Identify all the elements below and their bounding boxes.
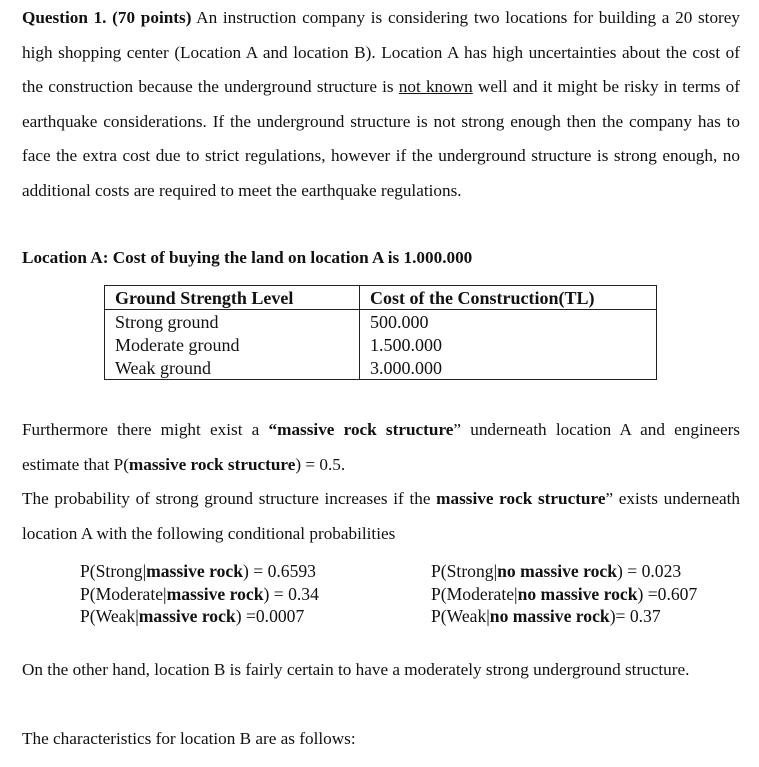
question-intro: [22, 1, 740, 209]
prob-value: ) = 0.34: [263, 583, 319, 604]
table-row: [105, 333, 657, 356]
cost-table-header-ground: Ground Strength Level: [105, 286, 360, 310]
prob-prefix: P(Weak|: [431, 606, 490, 627]
massive-rock-bold-2: massive rock structure: [128, 454, 296, 474]
conditional-probs-massive-rock: [80, 560, 319, 628]
table-cell-cost: 1.500.000: [360, 333, 657, 356]
prob-prefix: P(Moderate|: [431, 583, 518, 604]
prob-line: [431, 583, 697, 606]
prob-line: [431, 605, 697, 628]
probability-text-1: The probability of strong ground structure increases if the: [22, 489, 437, 508]
question-intro-text-1: An instruction company is considering two locations for building a 20 storey high shopping center (Location A and location B). Location A has high uncertainties about the cost of the construction because the underground structure is: [22, 8, 741, 97]
massive-rock-bold-1: “massive rock structure: [268, 420, 454, 439]
prob-line: [80, 605, 319, 628]
location-a-heading: Location A: Cost of buying the land on location A is 1.000.000: [22, 248, 473, 267]
prob-condition: no massive rock: [489, 606, 610, 627]
cost-table-header-cost: Cost of the Construction(TL): [360, 286, 657, 310]
prob-condition: massive rock: [138, 606, 236, 627]
table-cell-cost: 500.000: [360, 310, 657, 334]
location-b-paragraph: On the other hand, location B is fairly certain to have a moderately strong underground structure.: [22, 660, 690, 679]
probability-bold: massive rock structure: [436, 489, 606, 508]
prob-condition: no massive rock: [517, 583, 638, 604]
prob-prefix: P(Strong|: [80, 561, 147, 581]
question-intro-text-2: well and it might be risky in terms of earthquake considerations. If the underground structure is not strong enough then the company has to face the extra cost due to strict regulations, however if the underground structure is strong enough, no additional costs are required to meet the earthquake regulations.: [22, 77, 740, 200]
prob-condition: massive rock: [146, 561, 244, 581]
prob-prefix: P(Weak|: [80, 606, 139, 627]
probability-paragraph: [22, 482, 740, 551]
massive-rock-text-1: Furthermore there might exist a: [22, 420, 269, 439]
question-title: Question 1. (70 points): [22, 8, 192, 27]
prob-line: [80, 560, 319, 583]
cost-table-header-row: [105, 286, 657, 310]
prob-prefix: P(Strong|: [431, 561, 498, 581]
prob-value: ) = 0.6593: [243, 561, 316, 581]
massive-rock-text-3: ) = 0.5.: [295, 454, 346, 474]
prob-condition: massive rock: [166, 583, 264, 604]
prob-prefix: P(Moderate|: [80, 583, 167, 604]
prob-line: [80, 583, 319, 606]
prob-condition: no massive rock: [497, 561, 617, 581]
massive-rock-text-2: ” underneath location A and engineers estimate that P(: [22, 420, 740, 474]
prob-value: ) =0.607: [637, 583, 698, 604]
prob-line: [431, 560, 697, 583]
prob-value: )= 0.37: [609, 606, 661, 627]
probability-text-2: ” exists underneath location A with the following conditional probabilities: [22, 489, 741, 543]
table-row: [105, 356, 657, 380]
cost-table: [104, 285, 657, 380]
prob-value: ) =0.0007: [235, 606, 305, 627]
table-cell-ground: Strong ground: [105, 310, 360, 334]
prob-value: ) = 0.023: [617, 561, 682, 581]
table-cell-cost: 3.000.000: [360, 356, 657, 380]
conditional-probs-no-massive-rock: [431, 560, 697, 628]
table-cell-ground: Moderate ground: [105, 333, 360, 356]
location-b-characteristics: The characteristics for location B are as follows:: [22, 729, 356, 748]
table-cell-ground: Weak ground: [105, 356, 360, 380]
massive-rock-paragraph: [22, 413, 740, 482]
table-row: [105, 310, 657, 334]
question-underlined-text: not known: [398, 77, 473, 97]
